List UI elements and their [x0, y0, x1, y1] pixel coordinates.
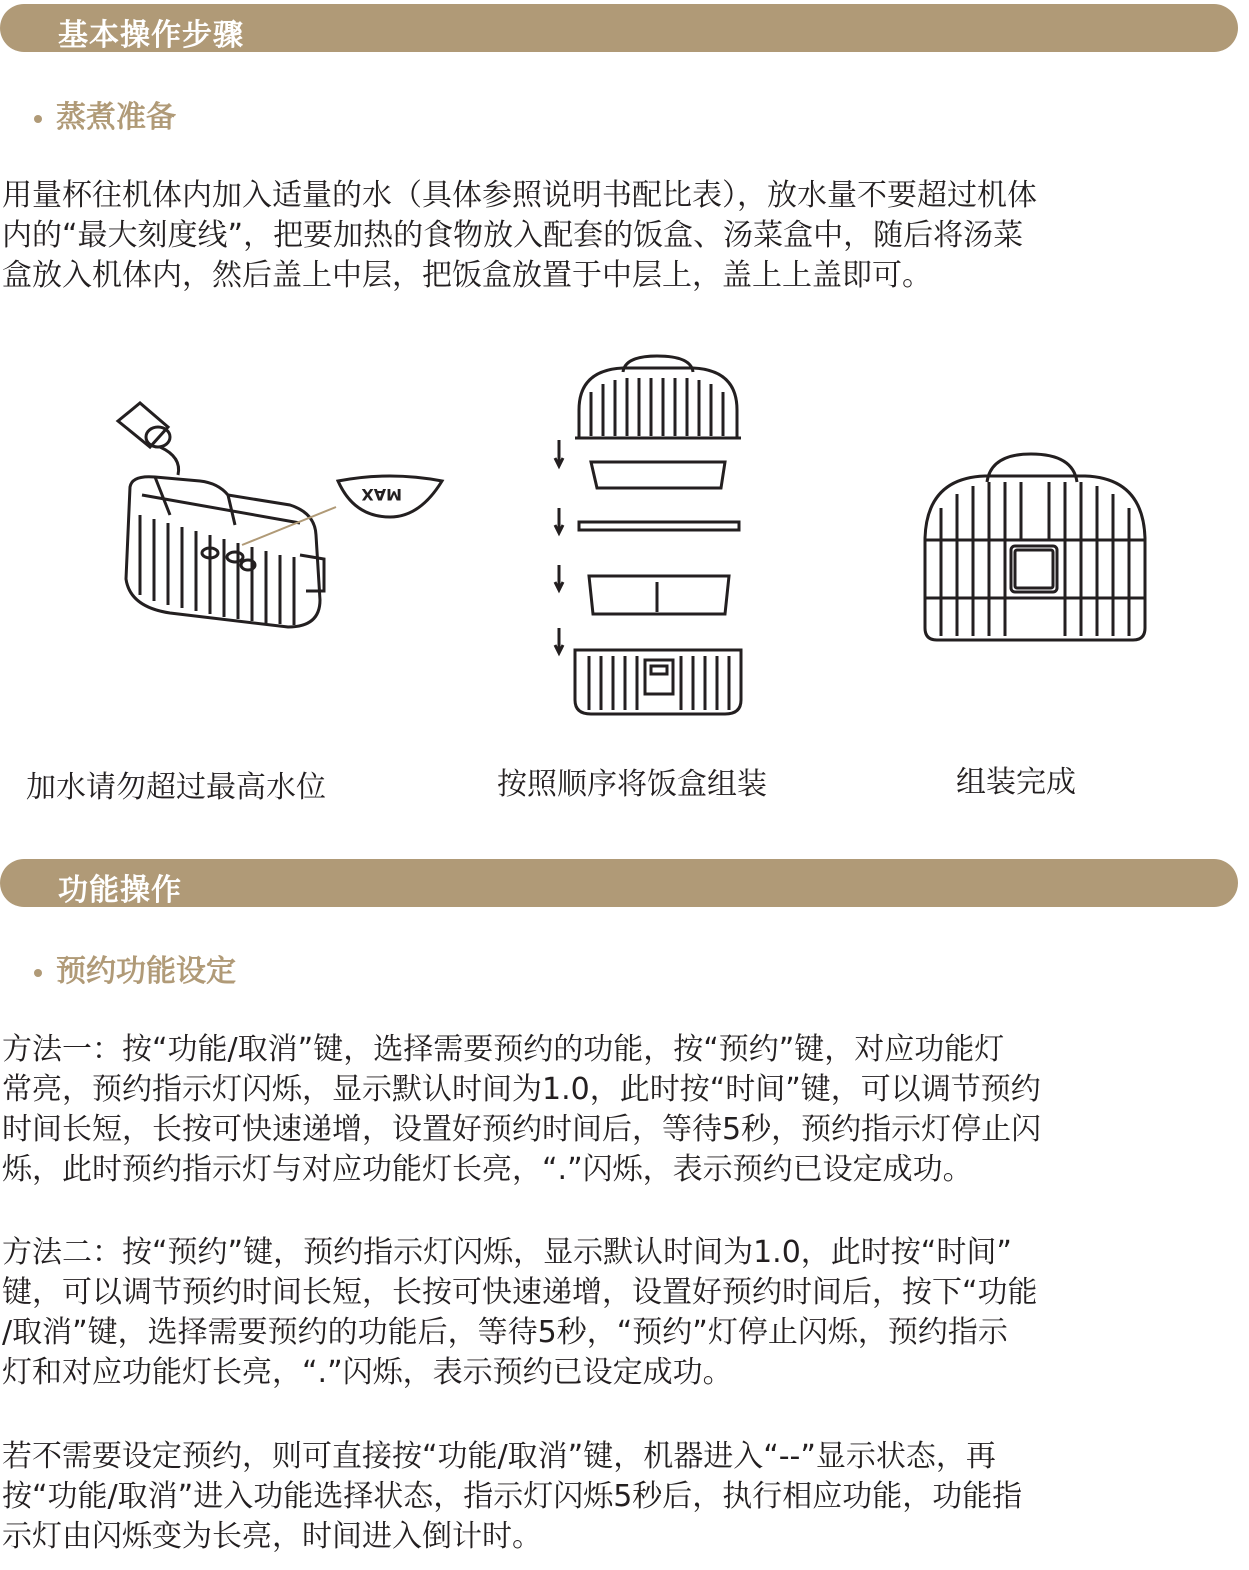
- assembled-illustration: [915, 448, 1155, 658]
- method-two-paragraph: [2, 1233, 1242, 1393]
- text-line: 盒放入机体内，然后盖上中层，把饭盒放置于中层上，盖上上盖即可。: [2, 258, 932, 293]
- section-title: 功能操作: [58, 873, 182, 908]
- method-one-paragraph: [2, 1030, 1242, 1190]
- caption-add-water: 加水请勿超过最高水位: [26, 770, 326, 805]
- subheading-text: 蒸煮准备: [56, 100, 176, 135]
- bullet-dot: [34, 115, 42, 123]
- subheading-reservation-setting: [34, 946, 236, 990]
- assembly-order-illustration: [545, 350, 765, 730]
- caption-assembled: 组装完成: [956, 765, 1076, 800]
- section-title: 基本操作步骤: [58, 18, 244, 53]
- text-line: 灯和对应功能灯长亮，“.”闪烁，表示预约已设定成功。: [2, 1355, 733, 1390]
- bullet-dot: [34, 969, 42, 977]
- text-line: 方法一：按“功能/取消”键，选择需要预约的功能，按“预约”键，对应功能灯: [2, 1032, 1005, 1067]
- prep-paragraph: [2, 176, 1242, 296]
- text-line: 烁，此时预约指示灯与对应功能灯长亮，“.”闪烁，表示预约已设定成功。: [2, 1152, 973, 1187]
- text-line: 方法二：按“预约”键，预约指示灯闪烁，显示默认时间为1.0，此时按“时间”: [2, 1235, 1012, 1270]
- add-water-illustration: [110, 395, 470, 655]
- section-banner-basic-steps: [0, 4, 1238, 52]
- subheading-steam-prep: [34, 92, 176, 136]
- text-line: 示灯由闪烁变为长亮，时间进入倒计时。: [2, 1519, 542, 1554]
- no-reservation-paragraph: [2, 1437, 1242, 1557]
- subheading-text: 预约功能设定: [56, 954, 236, 989]
- text-line: 内的“最大刻度线”，把要加热的食物放入配套的饭盒、汤菜盒中，随后将汤菜: [2, 218, 1024, 253]
- section-banner-function-operation: [0, 859, 1238, 907]
- text-line: /取消”键，选择需要预约的功能后，等待5秒，“预约”灯停止闪烁，预约指示: [2, 1315, 1008, 1350]
- text-line: 若不需要设定预约，则可直接按“功能/取消”键，机器进入“--”显示状态，再: [2, 1439, 996, 1474]
- caption-assembly-order: 按照顺序将饭盒组装: [497, 767, 767, 802]
- text-line: 时间长短，长按可快速递增，设置好预约时间后，等待5秒，预约指示灯停止闪: [2, 1112, 1042, 1147]
- text-line: 用量杯往机体内加入适量的水（具体参照说明书配比表），放水量不要超过机体: [2, 178, 1037, 213]
- text-line: 按“功能/取消”进入功能选择状态，指示灯闪烁5秒后，执行相应功能，功能指: [2, 1479, 1023, 1514]
- text-line: 常亮，预约指示灯闪烁，显示默认时间为1.0，此时按“时间”键，可以调节预约: [2, 1072, 1041, 1107]
- max-mark-label: MAX: [361, 485, 402, 504]
- text-line: 键，可以调节预约时间长短，长按可快速递增，设置好预约时间后，按下“功能: [2, 1275, 1038, 1310]
